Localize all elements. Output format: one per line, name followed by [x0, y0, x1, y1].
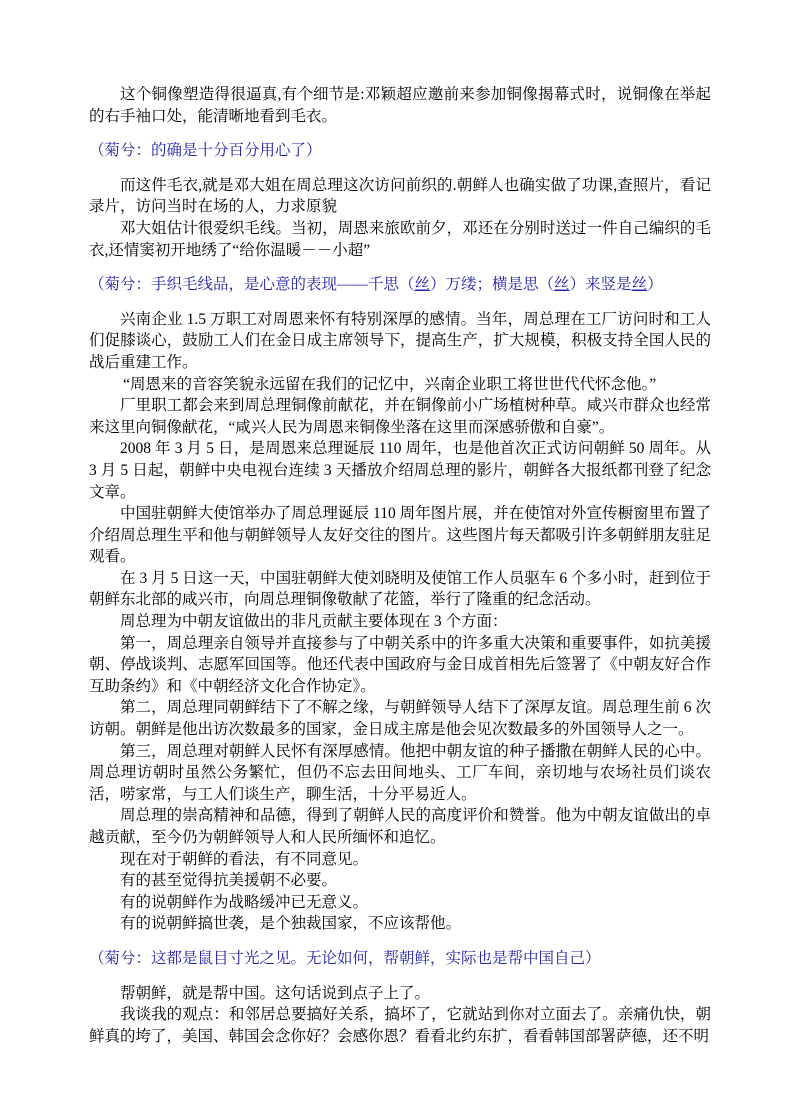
paragraph-body: 有的说朝鲜搞世袭，是个独裁国家，不应该帮他。 [120, 915, 462, 933]
paragraph-body: 兴南企业 1.5 万职工对周恩来怀有特别深厚的感情。当年，周总理在工厂访问时和工人们促膝谈心，鼓励工人们在金日成主席领导下，提高生产，扩大规模，积极支持全国人民的战后重建工作。 [89, 310, 711, 371]
paragraph-body: 有的说朝鲜作为战略缓冲已无意义。 [120, 893, 369, 911]
paragraph-body: 第二，周总理同朝鲜结下了不解之缘，与朝鲜领导人结下了深厚友谊。周总理生前 6 次访朝。朝鲜是他出访次数最多的国家，金日成主席是他会见次数最多的外国领导人之一。 [89, 699, 711, 739]
paragraph-body: 邓大姐估计很爱织毛线。当初，周恩来旅欧前夕，邓还在分别时送过一件自己编织的毛衣,还情窦初开地绣了“给你温暖－－小超” [89, 219, 711, 259]
note-text-segment: （菊兮：手织毛线品，是心意的表现——千思（ [89, 276, 415, 294]
paragraph-body: 第一，周总理亲自领导并直接参与了中朝关系中的许多重大决策和重要事件，如抗美援朝、停战谈判、志愿军回国等。他还代表中国政府与金日成首相先后签署了《中朝友好合作互助条约》和《中朝经济文化合作协定》。 [89, 634, 711, 695]
annotation-note: （菊兮：这都是鼠目寸光之见。无论如何，帮朝鲜，实际也是帮中国自己） [89, 949, 601, 967]
underlined-silk-char: 丝 [631, 276, 648, 294]
paragraph-body: 周总理为中朝友谊做出的非凡贡献主要体现在 3 个方面： [120, 613, 508, 631]
paragraph-body: 第三，周总理对朝鲜人民怀有深厚感情。他把中朝友谊的种子播撒在朝鲜人民的心中。周总理访朝时虽然公务繁忙，但仍不忘去田间地头、工厂车间，亲切地与农场社员们谈农活，唠家常，与工人们谈生产，聊生活，十分平易近人。 [89, 742, 711, 803]
paragraph-body: 中国驻朝鲜大使馆举办了周总理诞辰 110 周年图片展，并在使馆对外宣传橱窗里布置了介绍周总理生平和他与朝鲜领导人友好交往的图片。这些图片每天都吸引许多朝鲜朋友驻足观看。 [89, 505, 711, 566]
note-text-segment: ）万缕；横是思（ [430, 276, 555, 294]
quote-paragraph: “周恩来的音容笑貌永远留在我们的记忆中，兴南企业职工将世世代代怀念他。” [123, 375, 657, 393]
paragraph-body: 现在对于朝鲜的看法，有不同意见。 [120, 850, 369, 868]
underlined-silk-char: 丝 [414, 276, 431, 294]
note-text-segment: ） [647, 276, 663, 294]
paragraph-body: 在 3 月 5 日这一天，中国驻朝鲜大使刘晓明及使馆工作人员驱车 6 个多小时，赶到位于朝鲜东北部的咸兴市，向周总理铜像敬献了花篮，举行了隆重的纪念活动。 [89, 569, 711, 609]
paragraph-body: 这个铜像塑造得很逼真,有个细节是:邓颖超应邀前来参加铜像揭幕式时，说铜像在举起的右手袖口处，能清晰地看到毛衣。 [89, 86, 711, 125]
paragraph-body: 2008 年 3 月 5 日，是周恩来总理诞辰 110 周年，也是他首次正式访问朝鲜 50 周年。从 3 月 5 日起，朝鲜中央电视台连续 3 天播放介绍周总理的影片，朝鲜各大报纸都刊登了纪念文章。 [89, 440, 711, 501]
annotation-note: （菊兮：的确是十分百分用心了） [89, 142, 322, 160]
paragraph-body: 周总理的崇高精神和品德，得到了朝鲜人民的高度评价和赞誉。他为中朝友谊做出的卓越贡献，至今仍为朝鲜领导人和人民所缅怀和追忆。 [89, 807, 711, 846]
paragraph-body: 我谈我的观点：和邻居总要搞好关系，搞坏了，它就站到你对立面去了。亲痛仇快，朝鲜真的垮了，美国、韩国会念你好？会感你恩？看看北约东扩，看看韩国部署萨德，还不明 [89, 1006, 711, 1045]
note-text-segment: ）来竖是 [569, 276, 632, 294]
paragraph-body: 帮朝鲜，就是帮中国。这句话说到点子上了。 [120, 984, 431, 1002]
annotation-note [89, 274, 711, 296]
underlined-silk-char: 丝 [554, 276, 570, 294]
paragraph-body: 而这件毛衣,就是邓大姐在周总理这次访问前织的.朝鲜人也确实做了功课,查照片，看记录片，访问当时在场的人，力求原貌 [89, 176, 711, 216]
paragraph-body: 厂里职工都会来到周总理铜像前献花，并在铜像前小广场植树种草。咸兴市群众也经常来这里向铜像献花，“咸兴人民为周恩来铜像坐落在这里而深感骄傲和自豪”。 [89, 397, 711, 436]
paragraph-body: 有的甚至觉得抗美援朝不必要。 [120, 872, 338, 890]
